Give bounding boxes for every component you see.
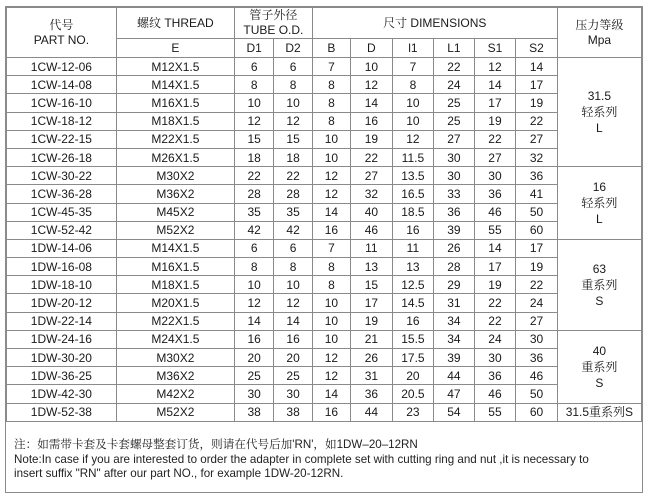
table-row — [7, 221, 642, 239]
cell-thread: M18X1.5 — [116, 112, 234, 130]
cell-part-no: 1DW-24-16 — [7, 330, 117, 348]
cell-d2: 30 — [274, 385, 312, 403]
table-row — [7, 330, 642, 348]
cell-s1: 22 — [474, 130, 516, 148]
cell-s1: 36 — [474, 185, 516, 203]
cell-l1-lower: 16 — [392, 221, 434, 239]
cell-part-no: 1DW-36-25 — [7, 367, 117, 385]
header-part-no-en: PART NO. — [33, 32, 90, 47]
cell-d2: 16 — [274, 330, 312, 348]
header-d2: D2 — [274, 39, 312, 58]
cell-thread: M36X2 — [116, 367, 234, 385]
cell-b: 7 — [312, 58, 350, 76]
cell-d2: 20 — [274, 349, 312, 367]
header-d1: D1 — [234, 39, 273, 58]
cell-d: 19 — [351, 312, 393, 330]
cell-l1-lower: 20.5 — [392, 385, 434, 403]
cell-l1-lower: 10 — [392, 94, 434, 112]
cell-l1-lower: 7 — [392, 58, 434, 76]
cell-d2: 8 — [274, 76, 312, 94]
header-tube — [234, 8, 312, 39]
cell-l1-upper: 25 — [434, 94, 474, 112]
cell-s1: 30 — [474, 167, 516, 185]
spec-table-body — [7, 58, 642, 422]
cell-part-no: 1CW-26-18 — [7, 148, 117, 166]
cell-s2: 19 — [516, 94, 558, 112]
cell-b: 10 — [312, 330, 350, 348]
cell-l1-upper: 27 — [434, 130, 474, 148]
pressure-series: 重系列 — [581, 359, 618, 374]
cell-part-no: 1CW-45-35 — [7, 203, 117, 221]
cell-s1: 30 — [474, 349, 516, 367]
header-b: B — [312, 39, 350, 58]
table-row — [7, 349, 642, 367]
order-notes — [14, 438, 640, 482]
cell-s1: 24 — [474, 330, 516, 348]
table-row — [7, 276, 642, 294]
cell-l1-upper: 47 — [434, 385, 474, 403]
table-row — [7, 367, 642, 385]
spec-table-frame — [5, 6, 643, 493]
cell-d1: 8 — [234, 258, 273, 276]
cell-b: 10 — [312, 294, 350, 312]
pressure-inline-label: 31.5重系列S — [565, 405, 634, 420]
cell-thread: M20X1.5 — [116, 294, 234, 312]
cell-thread: M52X2 — [116, 221, 234, 239]
pressure-code: S — [595, 375, 604, 390]
cell-d1: 14 — [234, 312, 273, 330]
cell-l1-lower: 11 — [392, 239, 434, 257]
table-row — [7, 148, 642, 166]
table-row — [7, 94, 642, 112]
header-thread — [116, 8, 234, 39]
cell-l1-upper: 44 — [434, 367, 474, 385]
cell-s2: 19 — [516, 258, 558, 276]
header-l1-lower: l1 — [392, 39, 434, 58]
cell-d2: 10 — [274, 94, 312, 112]
cell-l1-upper: 30 — [434, 148, 474, 166]
cell-l1-lower: 11.5 — [392, 148, 434, 166]
cell-d: 13 — [351, 258, 393, 276]
cell-d: 44 — [351, 403, 393, 421]
table-row — [7, 167, 642, 185]
cell-s2: 36 — [516, 167, 558, 185]
table-row — [7, 112, 642, 130]
cell-d1: 22 — [234, 167, 273, 185]
table-row — [7, 385, 642, 403]
cell-d2: 6 — [274, 58, 312, 76]
header-l1-upper: L1 — [434, 39, 474, 58]
cell-thread: M12X1.5 — [116, 58, 234, 76]
cell-l1-lower: 13.5 — [392, 167, 434, 185]
cell-thread: M16X1.5 — [116, 258, 234, 276]
cell-d1: 6 — [234, 58, 273, 76]
cell-part-no: 1CW-18-12 — [7, 112, 117, 130]
header-part-no-cn: 代号 — [49, 17, 74, 32]
cell-d1: 42 — [234, 221, 273, 239]
table-row — [7, 76, 642, 94]
cell-s1: 17 — [474, 258, 516, 276]
cell-d: 11 — [351, 239, 393, 257]
cell-l1-lower: 8 — [392, 76, 434, 94]
pressure-code: L — [596, 212, 603, 226]
table-row — [7, 239, 642, 257]
cell-thread: M22X1.5 — [116, 312, 234, 330]
cell-thread: M18X1.5 — [116, 276, 234, 294]
pressure-group — [557, 403, 641, 421]
cell-part-no: 1DW-20-12 — [7, 294, 117, 312]
cell-s2: 24 — [516, 294, 558, 312]
cell-d: 17 — [351, 294, 393, 312]
cell-s2: 27 — [516, 312, 558, 330]
cell-l1-upper: 28 — [434, 258, 474, 276]
cell-s1: 36 — [474, 367, 516, 385]
table-row — [7, 403, 642, 421]
cell-d: 36 — [351, 385, 393, 403]
cell-d: 26 — [351, 349, 393, 367]
cell-l1-upper: 39 — [434, 221, 474, 239]
cell-b: 8 — [312, 76, 350, 94]
cell-part-no: 1DW-16-08 — [7, 258, 117, 276]
cell-part-no: 1CW-16-10 — [7, 94, 117, 112]
cell-s1: 14 — [474, 76, 516, 94]
header-thread-label: 螺纹 THREAD — [137, 16, 214, 30]
cell-l1-upper: 39 — [434, 349, 474, 367]
cell-l1-upper: 34 — [434, 330, 474, 348]
cell-thread: M42X2 — [116, 385, 234, 403]
cell-d2: 25 — [274, 367, 312, 385]
pressure-group — [557, 239, 641, 330]
cell-thread: M22X1.5 — [116, 130, 234, 148]
cell-l1-lower: 23 — [392, 403, 434, 421]
pressure-series: 轻系列 — [581, 105, 618, 120]
cell-b: 16 — [312, 403, 350, 421]
cell-s1: 46 — [474, 203, 516, 221]
cell-thread: M24X1.5 — [116, 330, 234, 348]
cell-d: 32 — [351, 185, 393, 203]
cell-l1-upper: 30 — [434, 167, 474, 185]
cell-thread: M14X1.5 — [116, 239, 234, 257]
header-s1: S1 — [474, 39, 516, 58]
cell-d: 22 — [351, 148, 393, 166]
cell-d2: 14 — [274, 312, 312, 330]
pressure-series: 重系列 — [581, 277, 618, 292]
cell-s2: 50 — [516, 203, 558, 221]
cell-l1-lower: 14.5 — [392, 294, 434, 312]
cell-d1: 25 — [234, 367, 273, 385]
pressure-value: 63 — [592, 261, 607, 276]
cell-s1: 17 — [474, 94, 516, 112]
cell-d2: 38 — [274, 403, 312, 421]
cell-thread: M16X1.5 — [116, 94, 234, 112]
cell-l1-upper: 34 — [434, 312, 474, 330]
cell-d2: 12 — [274, 294, 312, 312]
cell-d: 31 — [351, 367, 393, 385]
cell-l1-lower: 16.5 — [392, 185, 434, 203]
cell-l1-upper: 31 — [434, 294, 474, 312]
header-s2: S2 — [516, 39, 558, 58]
cell-d1: 10 — [234, 276, 273, 294]
cell-l1-upper: 25 — [434, 112, 474, 130]
cell-s1: 22 — [474, 312, 516, 330]
cell-s2: 36 — [516, 349, 558, 367]
pressure-value: 31.5 — [587, 89, 612, 104]
cell-d1: 28 — [234, 185, 273, 203]
cell-thread: M30X2 — [116, 167, 234, 185]
table-row — [7, 294, 642, 312]
cell-s2: 17 — [516, 76, 558, 94]
cell-s2: 60 — [516, 221, 558, 239]
pressure-series: 轻系列 — [581, 196, 618, 210]
cell-s2: 22 — [516, 276, 558, 294]
header-d: D — [351, 39, 393, 58]
header-pressure — [557, 8, 641, 58]
cell-thread: M45X2 — [116, 203, 234, 221]
pressure-group — [557, 167, 641, 240]
cell-s2: 27 — [516, 130, 558, 148]
cell-d: 40 — [351, 203, 393, 221]
cell-d2: 12 — [274, 112, 312, 130]
cell-d: 16 — [351, 112, 393, 130]
cell-l1-upper: 33 — [434, 185, 474, 203]
cell-part-no: 1CW-22-15 — [7, 130, 117, 148]
cell-d2: 15 — [274, 130, 312, 148]
cell-d2: 8 — [274, 258, 312, 276]
cell-s1: 14 — [474, 239, 516, 257]
cell-d1: 8 — [234, 76, 273, 94]
cell-b: 12 — [312, 367, 350, 385]
cell-d1: 16 — [234, 330, 273, 348]
cell-s1: 22 — [474, 294, 516, 312]
cell-l1-upper: 36 — [434, 203, 474, 221]
cell-l1-upper: 26 — [434, 239, 474, 257]
cell-l1-upper: 22 — [434, 58, 474, 76]
cell-b: 7 — [312, 239, 350, 257]
cell-d2: 22 — [274, 167, 312, 185]
pressure-code: L — [596, 121, 603, 136]
cell-b: 12 — [312, 349, 350, 367]
cell-d: 27 — [351, 167, 393, 185]
cell-d2: 10 — [274, 276, 312, 294]
pressure-value: 16 — [592, 180, 607, 194]
cell-d: 12 — [351, 76, 393, 94]
cell-s2: 14 — [516, 58, 558, 76]
cell-part-no: 1DW-42-30 — [7, 385, 117, 403]
cell-b: 8 — [312, 258, 350, 276]
header-dimensions — [312, 8, 557, 39]
cell-l1-lower: 12.5 — [392, 276, 434, 294]
cell-s1: 19 — [474, 276, 516, 294]
cell-part-no: 1CW-52-42 — [7, 221, 117, 239]
cell-part-no: 1DW-22-14 — [7, 312, 117, 330]
cell-s2: 46 — [516, 367, 558, 385]
header-tube-cn: 管子外径 — [249, 8, 298, 22]
cell-d: 46 — [351, 221, 393, 239]
cell-b: 8 — [312, 276, 350, 294]
cell-d1: 30 — [234, 385, 273, 403]
cell-l1-lower: 18.5 — [392, 203, 434, 221]
cell-d1: 10 — [234, 94, 273, 112]
cell-part-no: 1DW-18-10 — [7, 276, 117, 294]
cell-thread: M36X2 — [116, 185, 234, 203]
cell-d2: 35 — [274, 203, 312, 221]
cell-d1: 12 — [234, 112, 273, 130]
cell-l1-lower: 16 — [392, 312, 434, 330]
cell-l1-upper: 29 — [434, 276, 474, 294]
cell-d1: 15 — [234, 130, 273, 148]
cell-b: 16 — [312, 221, 350, 239]
cell-d2: 18 — [274, 148, 312, 166]
cell-l1-lower: 20 — [392, 367, 434, 385]
cell-s2: 50 — [516, 385, 558, 403]
cell-b: 10 — [312, 130, 350, 148]
cell-d: 14 — [351, 94, 393, 112]
cell-l1-lower: 10 — [392, 112, 434, 130]
cell-l1-lower: 12 — [392, 130, 434, 148]
table-row — [7, 185, 642, 203]
cell-d2: 6 — [274, 239, 312, 257]
header-thread-e: E — [116, 39, 234, 58]
cell-b: 10 — [312, 148, 350, 166]
cell-s1: 12 — [474, 58, 516, 76]
pressure-group — [557, 330, 641, 403]
cell-l1-upper: 24 — [434, 76, 474, 94]
cell-s2: 60 — [516, 403, 558, 421]
cell-s1: 46 — [474, 385, 516, 403]
cell-part-no: 1CW-36-28 — [7, 185, 117, 203]
cell-part-no: 1CW-12-06 — [7, 58, 117, 76]
spec-table — [6, 7, 642, 422]
cell-b: 8 — [312, 94, 350, 112]
header-part-no — [7, 8, 117, 58]
cell-l1-lower: 17.5 — [392, 349, 434, 367]
cell-s2: 17 — [516, 239, 558, 257]
cell-s1: 19 — [474, 112, 516, 130]
cell-s1: 27 — [474, 148, 516, 166]
cell-l1-upper: 54 — [434, 403, 474, 421]
cell-part-no: 1DW-52-38 — [7, 403, 117, 421]
cell-d: 10 — [351, 58, 393, 76]
table-row — [7, 312, 642, 330]
pressure-code: S — [595, 293, 604, 308]
cell-d: 15 — [351, 276, 393, 294]
cell-d: 21 — [351, 330, 393, 348]
cell-thread: M52X2 — [116, 403, 234, 421]
table-row — [7, 203, 642, 221]
cell-part-no: 1CW-30-22 — [7, 167, 117, 185]
cell-thread: M30X2 — [116, 349, 234, 367]
cell-b: 14 — [312, 203, 350, 221]
pressure-group — [557, 58, 641, 167]
cell-s2: 32 — [516, 148, 558, 166]
cell-b: 12 — [312, 185, 350, 203]
cell-thread: M14X1.5 — [116, 76, 234, 94]
cell-s2: 22 — [516, 112, 558, 130]
cell-d1: 35 — [234, 203, 273, 221]
cell-b: 12 — [312, 167, 350, 185]
note-english-line-1: Note:In case if you are interested to order the adapter in complete set with cutting ring and nut ,it is necessary to — [14, 452, 589, 466]
cell-d1: 38 — [234, 403, 273, 421]
cell-d1: 12 — [234, 294, 273, 312]
header-pressure-cn: 压力等级 — [575, 17, 624, 32]
cell-s2: 30 — [516, 330, 558, 348]
header-tube-en: TUBE O.D. — [243, 23, 304, 37]
cell-part-no: 1CW-14-08 — [7, 76, 117, 94]
cell-d1: 20 — [234, 349, 273, 367]
cell-d2: 42 — [274, 221, 312, 239]
cell-d2: 28 — [274, 185, 312, 203]
table-row — [7, 130, 642, 148]
header-dimensions-label: 尺寸 DIMENSIONS — [383, 16, 487, 30]
cell-l1-lower: 15.5 — [392, 330, 434, 348]
cell-l1-lower: 13 — [392, 258, 434, 276]
cell-s2: 41 — [516, 185, 558, 203]
cell-s1: 55 — [474, 221, 516, 239]
table-row — [7, 258, 642, 276]
cell-d: 19 — [351, 130, 393, 148]
table-row — [7, 58, 642, 76]
cell-b: 14 — [312, 385, 350, 403]
cell-s1: 55 — [474, 403, 516, 421]
header-pressure-en: Mpa — [587, 32, 612, 47]
cell-b: 8 — [312, 112, 350, 130]
cell-b: 10 — [312, 312, 350, 330]
note-english-line-2: insert suffix "RN" after our part NO., for example 1DW-20-12RN. — [14, 467, 344, 480]
cell-thread: M26X1.5 — [116, 148, 234, 166]
pressure-value: 40 — [592, 343, 607, 358]
cell-part-no: 1DW-30-20 — [7, 349, 117, 367]
cell-d1: 18 — [234, 148, 273, 166]
cell-part-no: 1DW-14-06 — [7, 239, 117, 257]
cell-d1: 6 — [234, 239, 273, 257]
note-chinese: 注：如需带卡套及卡套螺母整套订货，则请在代号后加'RN'，如1DW–20–12RN — [14, 438, 418, 451]
